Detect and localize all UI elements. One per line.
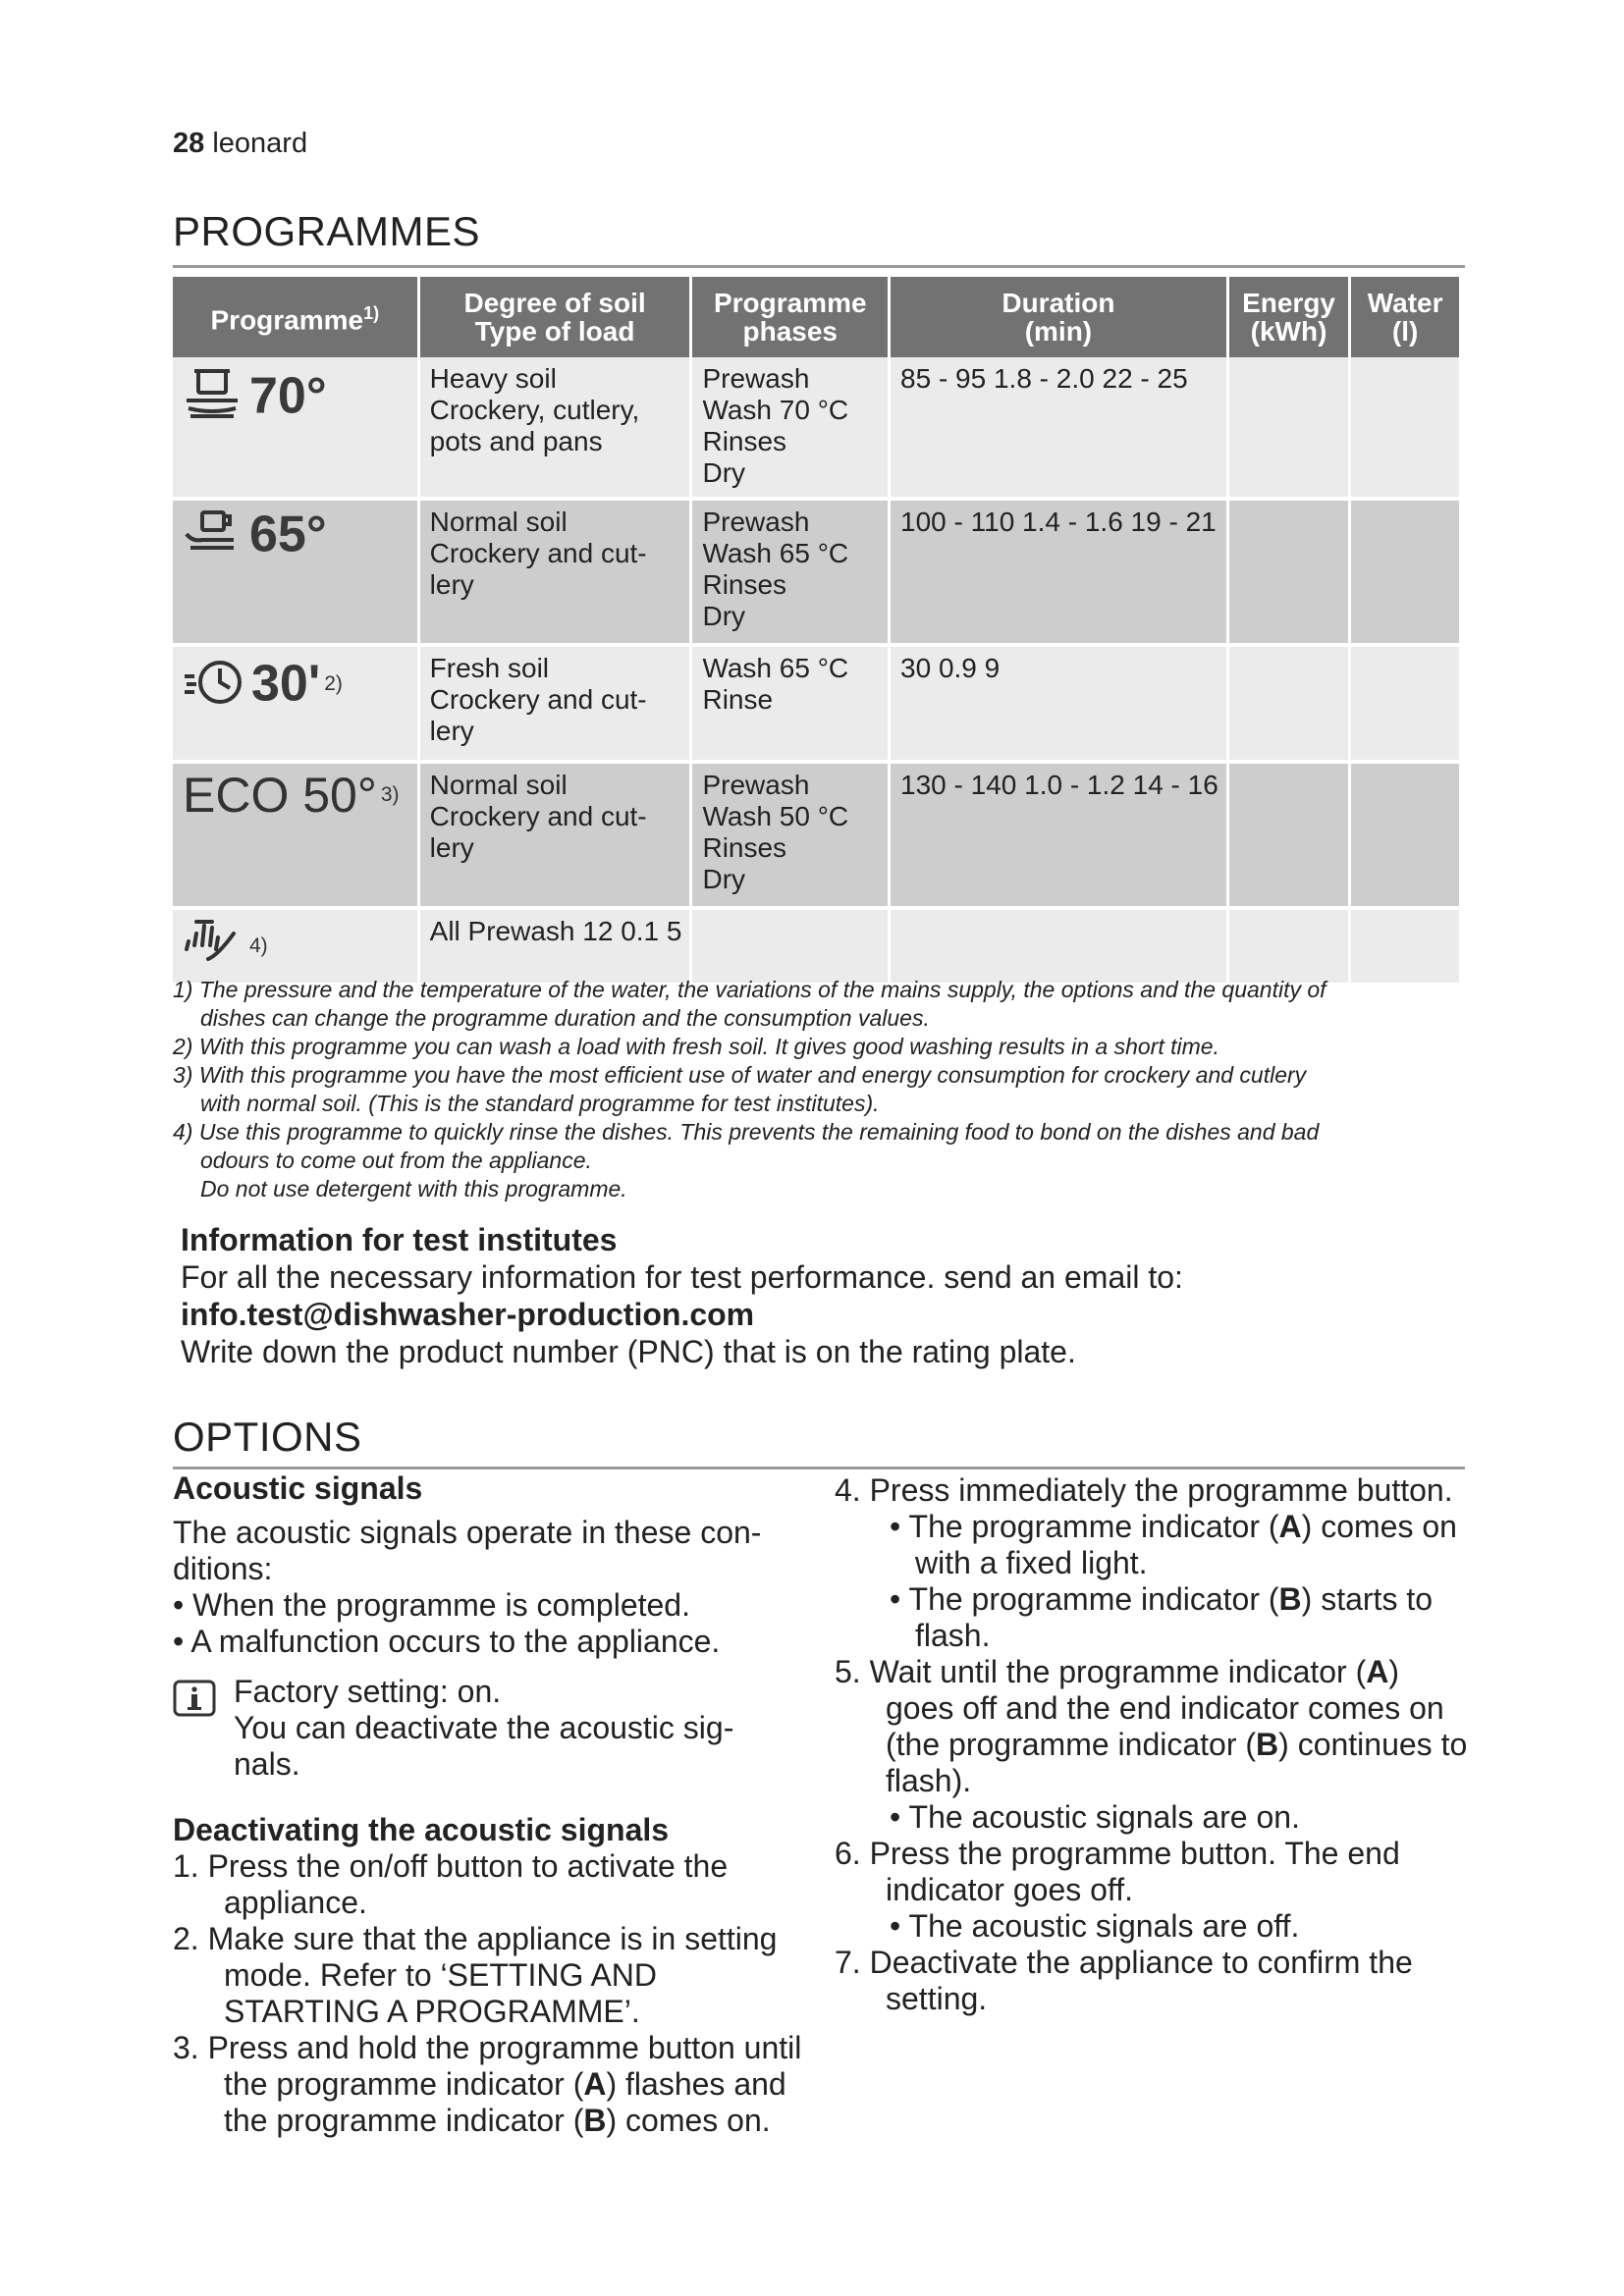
- options-left-column: [173, 1470, 811, 2139]
- heavy-pot-icon: [183, 363, 242, 429]
- programme-cell: [173, 501, 417, 643]
- soil-cell: Heavy soil Crockery, cutlery, pots and pans: [420, 357, 690, 497]
- rinse-spray-icon: [183, 916, 238, 976]
- footnotes: [173, 976, 1469, 1203]
- table-row: [173, 357, 1459, 497]
- energy-cell: [1229, 910, 1348, 983]
- info-icon: [173, 1680, 216, 1717]
- programmes-rule: [173, 265, 1465, 268]
- col-energy: Energy (kWh): [1229, 277, 1348, 357]
- values-text: 100 - 110 1.4 - 1.6 19 - 21: [900, 507, 1217, 537]
- values-cell: [891, 357, 1226, 497]
- programme-label: ECO 50°: [183, 768, 377, 823]
- table-row: [173, 647, 1459, 760]
- col-soil: Degree of soil Type of load: [420, 277, 690, 357]
- bullet-item: • When the programme is completed.: [173, 1587, 690, 1623]
- info-line: For all the necessary information for test performance. send an email to:: [181, 1259, 1183, 1295]
- acoustic-title: Acoustic signals: [173, 1470, 423, 1506]
- step-item: 4. Press immediately the programme button.: [835, 1472, 1453, 1508]
- programmes-table: [170, 277, 1462, 983]
- info-line: Write down the product number (PNC) that is on the rating plate.: [181, 1334, 1076, 1369]
- footnote-cont: with normal soil. (This is the standard programme for test institutes).: [200, 1091, 880, 1116]
- programme-label: 70°: [249, 367, 327, 425]
- sub-bullet: • The acoustic signals are off.: [890, 1908, 1300, 1944]
- indicator-b-ref: B: [1256, 1727, 1279, 1762]
- step-item: 1. Press the on/off button to activate the appliance.: [173, 1848, 729, 1920]
- phases-cell: Prewash Wash 70 °C Rinses Dry: [692, 357, 888, 497]
- indicator-a-ref: A: [1366, 1654, 1389, 1689]
- footnote: 2) With this programme you can wash a load with fresh soil. It gives good washing results in a short time.: [173, 1034, 1219, 1059]
- footnote-ref: 3): [380, 783, 400, 806]
- options-right-column: [835, 1470, 1473, 2017]
- phases-cell: Prewash Wash 65 °C Rinses Dry: [692, 501, 888, 643]
- footnote-cont: dishes can change the programme duration and the consumption values.: [200, 1005, 930, 1031]
- bullet-item: • A malfunction occurs to the appliance.: [173, 1624, 721, 1659]
- sub-bullet: • The programme indicator (A) comes on with a fixed light.: [890, 1509, 1457, 1580]
- test-institutes-info: [181, 1221, 1457, 1370]
- values-text: 30 0.9 9: [900, 653, 1001, 683]
- water-cell: [1351, 910, 1459, 983]
- programmes-title: PROGRAMMES: [173, 208, 481, 254]
- programme-label: 65°: [249, 506, 327, 563]
- soil-cell: Fresh soil Crockery and cut- lery: [420, 647, 690, 760]
- indicator-b-ref: B: [583, 2103, 607, 2138]
- footnote-ref: 4): [249, 934, 268, 957]
- col-water: Water (l): [1351, 277, 1459, 357]
- water-cell: [1351, 764, 1459, 906]
- note-line: Factory setting: on.: [234, 1674, 502, 1709]
- values-cell: [891, 647, 1226, 760]
- table-row: [173, 910, 1459, 983]
- col-phases: Programme phases: [692, 277, 888, 357]
- col-duration: Duration (min): [891, 277, 1226, 357]
- footnote-cont: Do not use detergent with this programme.: [200, 1176, 627, 1201]
- water-cell: [1351, 647, 1459, 760]
- footnote: 1) The pressure and the temperature of the water, the variations of the mains supply, the options and the quantity of: [173, 977, 1326, 1002]
- indicator-b-ref: B: [1278, 1581, 1302, 1617]
- deactivating-title: Deactivating the acoustic signals: [173, 1812, 670, 1847]
- step-item: 5. Wait until the programme indicator (A) goes off and the end indicator comes on (the programme indicator (B) continues to flash).: [835, 1654, 1468, 1798]
- info-title: Information for test institutes: [181, 1222, 618, 1257]
- sub-bullet: • The acoustic signals are on.: [890, 1799, 1300, 1835]
- step-item: 6. Press the programme button. The end indicator goes off.: [835, 1836, 1400, 1907]
- soil-cell: Normal soil Crockery and cut- lery: [420, 764, 690, 906]
- info-note: [173, 1674, 811, 1783]
- values-text: All Prewash 12 0.1 5: [429, 916, 682, 946]
- programme-cell: [173, 910, 417, 983]
- water-cell: [1351, 357, 1459, 497]
- programme-cell: [173, 357, 417, 497]
- energy-cell: [1229, 647, 1348, 760]
- options-rule: [173, 1467, 1465, 1469]
- footnote: 4) Use this programme to quickly rinse the dishes. This prevents the remaining food to bond on the dishes and bad: [173, 1119, 1320, 1145]
- phases-cell: Prewash Wash 50 °C Rinses Dry: [692, 764, 888, 906]
- phases-cell: Wash 65 °C Rinse: [692, 647, 888, 760]
- normal-dishes-icon: [183, 507, 242, 562]
- indicator-a-ref: A: [1278, 1509, 1302, 1544]
- indicator-a-ref: A: [583, 2066, 607, 2102]
- programme-label: 30ʹ: [251, 655, 321, 713]
- brand-name: leonard: [212, 128, 308, 159]
- energy-cell: [1229, 357, 1348, 497]
- values-cell: [891, 910, 1226, 983]
- values-cell: [891, 501, 1226, 643]
- water-cell: [1351, 501, 1459, 643]
- note-line: You can deactivate the acoustic sig- nals.: [234, 1710, 734, 1782]
- programme-cell: [173, 647, 417, 760]
- sub-bullet: • The programme indicator (B) starts to flash.: [890, 1581, 1434, 1653]
- info-email: info.test@dishwasher-production.com: [181, 1297, 755, 1332]
- acoustic-intro: The acoustic signals operate in these con- ditions:: [173, 1515, 762, 1586]
- footnote: 3) With this programme you have the most efficient use of water and energy consumption for crockery and cutlery: [173, 1062, 1307, 1088]
- step-item: 2. Make sure that the appliance is in setting mode. Refer to ‘SETTING AND STARTING A PROGRAMME’.: [173, 1921, 778, 2029]
- phases-cell: [692, 910, 888, 983]
- table-header-row: [173, 277, 1459, 357]
- step-item: 7. Deactivate the appliance to confirm the setting.: [835, 1945, 1413, 2016]
- page-number: 28: [173, 128, 205, 159]
- energy-cell: [1229, 764, 1348, 906]
- energy-cell: [1229, 501, 1348, 643]
- col-programme: Programme$^{1)}$: [173, 277, 417, 357]
- programme-cell: [173, 764, 417, 906]
- step-item: 3. Press and hold the programme button until the programme indicator (A) flashes and the programme indicator (B) comes on.: [173, 2030, 802, 2138]
- options-title: OPTIONS: [173, 1414, 362, 1460]
- values-cell: [891, 764, 1226, 906]
- footnote-cont: odours to come out from the appliance.: [200, 1148, 592, 1173]
- table-row: [173, 501, 1459, 643]
- page-header: [173, 128, 307, 160]
- table-row: [173, 764, 1459, 906]
- values-text: 85 - 95 1.8 - 2.0 22 - 25: [900, 363, 1188, 394]
- values-text: 130 - 140 1.0 - 1.2 14 - 16: [900, 770, 1218, 800]
- soil-cell: [420, 910, 690, 983]
- quick-clock-icon: [183, 653, 244, 715]
- footnote-ref: 2): [324, 671, 343, 695]
- soil-cell: Normal soil Crockery and cut- lery: [420, 501, 690, 643]
